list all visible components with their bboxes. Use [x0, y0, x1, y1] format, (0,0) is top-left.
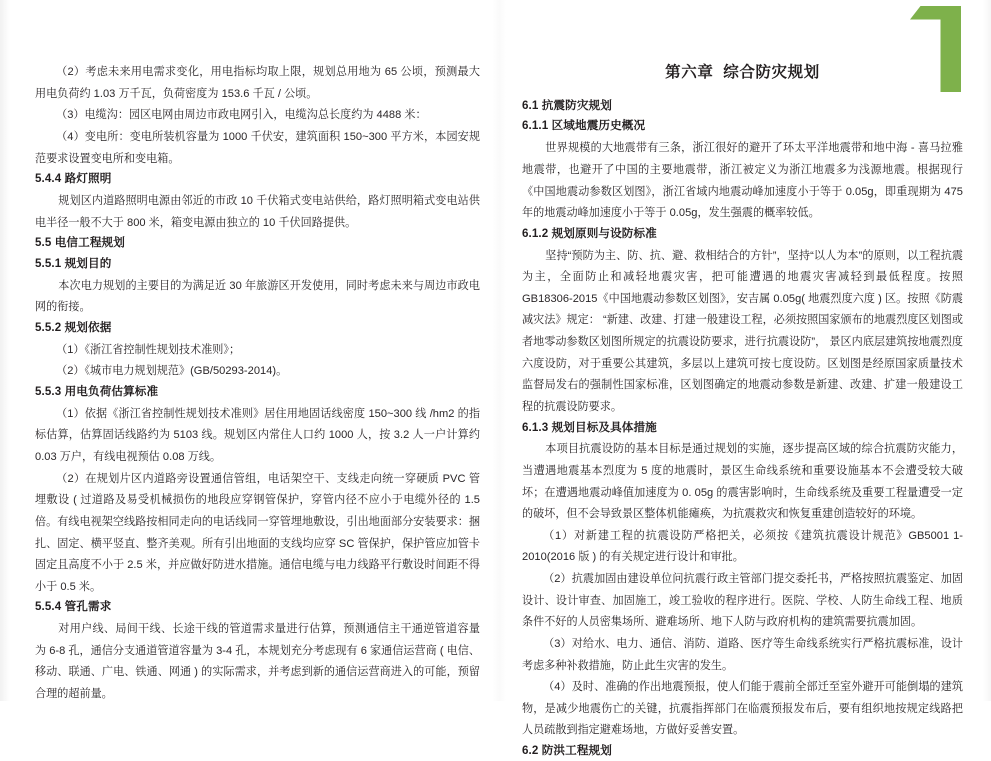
numbered-paragraph: （4）及时、准确的作出地震预报，使人们能于震前全部迁至室外避开可能倒塌的建筑物，是减少地震伤亡的关键，抗震指挥部门在临震预报发布后，要有组织地按规定线路把人员疏散到指定避难场地，方做好妥善安置。: [522, 681, 963, 737]
numbered-paragraph: （2）考虑未来用电需求变化，用电指标均取上限，规划总用地为 65 公顷，预测最大用电负荷约 1.03 万千瓦，负荷密度为 153.6 千瓦 / 公顷。: [35, 66, 480, 100]
numbered-paragraph: （1）对新建工程的抗震设防严格把关，必须按《建筑抗震设计规范》GB5001 1-2010(2016 版 ) 的有关规定进行设计和审批。: [522, 529, 963, 564]
body-paragraph: 对用户线、局间干线、长途干线的管道需求量进行估算，预测通信主干通逆管道容量为 6-8 孔，通信分支通道管道容量为 3-4 孔，本规划充分考虑现有 6 家通信运营商 ( 电信、移动、联通、广电、铁通、网通 ) 的实际需求，并考虑到新的通信运营商进入的可能，预留合理的超前量。: [35, 623, 480, 701]
document-page-left: [0, 0, 496, 701]
body-paragraph: 规划区内道路照明电源由邻近的市政 10 千伏箱式变电站供给，路灯照明箱式变电站供电半径一般不大于 800 米，箱变电源由独立的 10 千伏回路提供。: [35, 194, 480, 229]
body-paragraph: 本次电力规划的主要目的为满足近 30 年旅游区开发使用，同时考虑未来与周边市政电网的衔接。: [35, 279, 480, 314]
numbered-paragraph: （1）《浙江省控制性规划技术准则》；: [56, 343, 241, 356]
section-heading: 5.5 电信工程规划: [35, 236, 125, 250]
subsection-heading: 5.5.1 规划目的: [35, 256, 112, 270]
subsection-heading: 5.5.3 用电负荷估算标准: [35, 385, 159, 398]
body-paragraph: 本项目抗震设防的基本目标是通过规划的实施，逐步提高区域的综合抗震防灾能力，当遭遇地震基本烈度为 5 度的地震时，景区生命线系统和重要设施基本不会遭受较大破坏；在遭遇地震动峰值加速度为 0. 05g 的震害影响时，生命线系统及重要工程量遭受一定的破坏，但不会导致景区整体机能瘫痪，为抗震救灾和恢复重建创造较好的环境。: [522, 443, 963, 521]
right-column-content: [522, 97, 963, 761]
body-paragraph: 坚持“预防为主、防、抗、避、救相结合的方针”，坚持“以人为本”的原则，以工程抗震为主，全面防止和减轻地震灾害，把可能遭遇的地震灾害减轻到最低程度。按照 GB18306-2015《中国地震动参数区划图》，安吉属 0.05g( 地震烈度六度 ) 区。按照《防震减灾法》规定： “新建、改建、打建一般建设工程，必须按照国家颁布的地震烈度区划图或者地零动参数区划图所规定的抗震设防要求，进行抗震设防”， 景区内底层建筑按地震烈度六度设防，对于重要公其建筑，多层以上建筑可按七度设防。区划图是经原国家质量技术监督局发右的强制性国家标准，区划图确定的地震动参数是新建、改建、扩建一般建设工程的抗震设防要求。: [522, 249, 963, 413]
section-heading: 6.2 防洪工程规划: [522, 744, 612, 758]
chapter-title: 第六章 综合防灾规划: [665, 64, 820, 81]
left-column-content: [35, 62, 480, 706]
numbered-paragraph: （2）在规划片区内道路旁设置通信管组，电话架空干、支线走向统一穿硬质 PVC 管埋敷设 ( 过道路及易受机械损伤的地段应穿钢管保护，穿管内径不应小于电缆外径的 1.5 倍。有线电视架空线路按相同走向的电话线同一穿管埋地敷设，引出地面部分安装要求：捆扎、固定、横平竖直、整齐美观。所有引出地面的支线均应穿 SC 管保护，保护管应加管卡固定且高度不小于 2.5 米，并应做好防进水措施。通信电缆与电力线路平行敷设时间距不得小于 0.5 米。: [35, 472, 480, 593]
numbered-paragraph: （1）依据《浙江省控制性规划技术准则》居住用地固话线密度 150~300 线 /hm2 的指标估算，估算固话线路约为 5103 线。规划区内常住人口约 1000 人，按 3.2 人一户计算约 0.03 万户，有线电视预估 0.08 万线。: [35, 407, 480, 464]
numbered-paragraph: （2）抗震加固由建设单位问抗震行政主管部门提交委托书，严格按照抗震鉴定、加固设计、设计审查、加固施工，竣工验收的程序进行。医院、学校、人防生命线工程、地质条件不好的人员密集场所、避难场所、地下人防与政府机构的建筑需要抗震加固。: [522, 573, 963, 629]
numbered-paragraph: （2）《城市电力规划规范》(GB/50293-2014)。: [56, 365, 288, 378]
document-page-right: [496, 0, 991, 758]
numbered-paragraph: （3）电缆沟：园区电网由周边市政电网引入，电缆沟总长度约为 4488 米：: [56, 109, 427, 122]
subsection-heading: 6.1.2 规划原则与设防标准: [522, 226, 657, 240]
subsection-heading: 5.4.4 路灯照明: [35, 172, 112, 186]
numbered-paragraph: （3）对给水、电力、通信、消防、道路、医疗等生命线系统实行严格抗震标准，设计考虑多种补救措施，防止此生灾害的发生。: [522, 637, 963, 672]
subsection-heading: 6.1.3 规划目标及具体措施: [522, 420, 657, 434]
section-heading: 6.1 抗震防灾规划: [522, 98, 612, 112]
numbered-paragraph: （4）变电所：变电所装机容量为 1000 千伏安，建筑面积 150~300 平方米，本园安规范要求设置变电所和变电箱。: [35, 130, 480, 165]
subsection-heading: 6.1.1 区域地震历史概况: [522, 119, 646, 133]
subsection-heading: 5.5.4 管孔需求: [35, 600, 112, 614]
body-paragraph: 世界规模的大地震带有三条，浙江很好的避开了环太平洋地震带和地中海 - 喜马拉雅地震带，也避开了中国的主要地震带，浙江被定义为浙江地震多为浅源地震。根据现行《中国地震动参数区划图》，浙江省域内地震动峰加速度小于等于 0.05g，即重现期为 475 年的地震动峰加速度小于等于 0.05g，发生强震的概率较低。: [522, 142, 963, 220]
subsection-heading: 5.5.2 规划依据: [35, 320, 112, 334]
